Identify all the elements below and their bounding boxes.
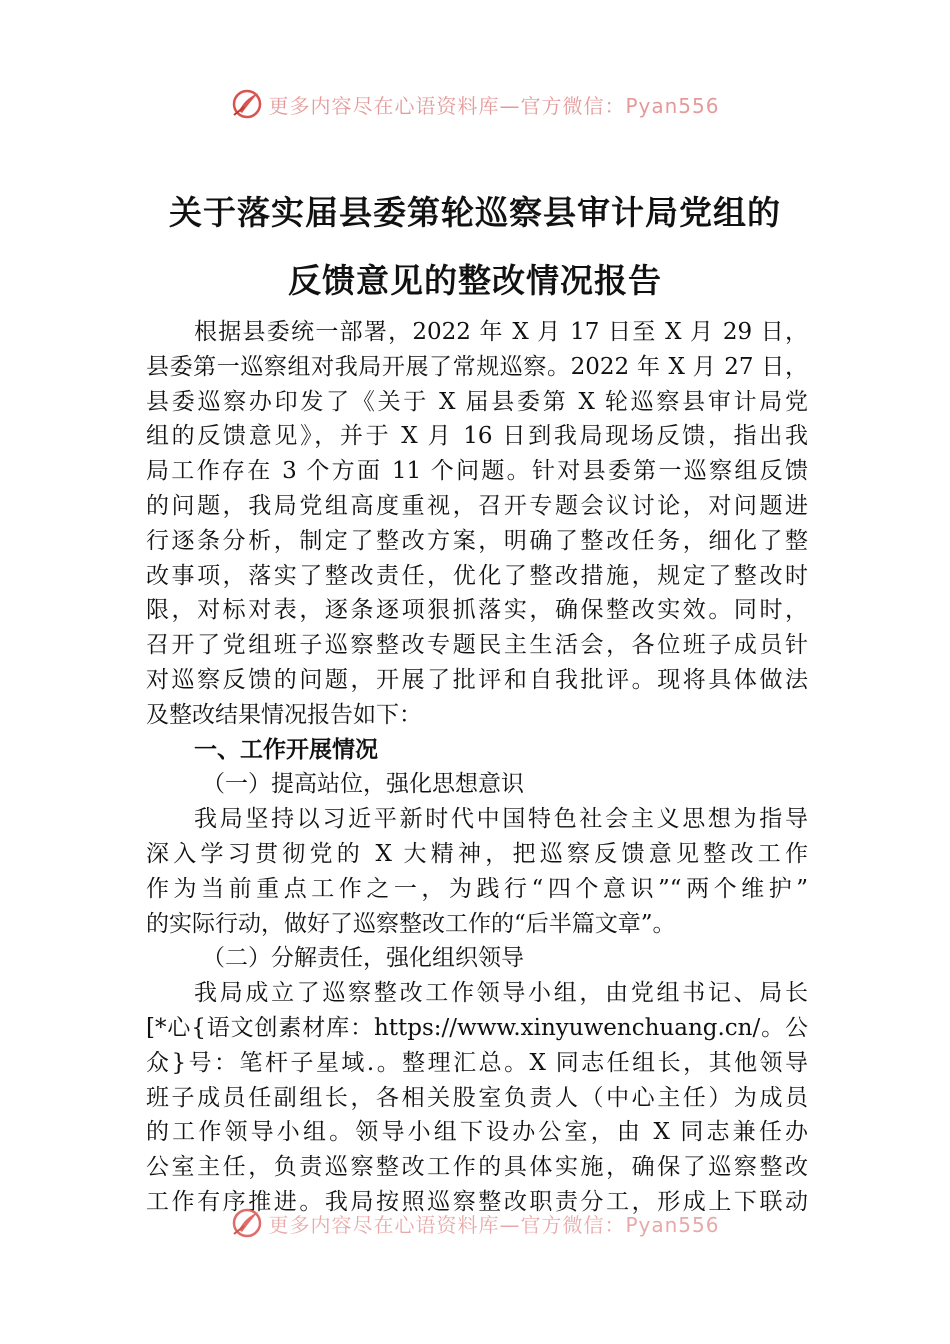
document-title-line-2: 反馈意见的整改情况报告	[288, 261, 662, 300]
text-line: 对巡察反馈的问题，开展了批评和自我批评。现将具体做法	[146, 666, 808, 693]
text-line: 行逐条分析，制定了整改方案，明确了整改任务，细化了整	[146, 527, 808, 554]
text-line: 召开了党组班子巡察整改专题民主生活会，各位班子成员针	[146, 632, 808, 659]
text-line: 局工作存在 3 个方面 11 个问题。针对县委第一巡察组反馈	[146, 458, 808, 485]
text-line: 限，对标对表，逐条逐项狠抓落实，确保整改实效。同时，	[146, 597, 808, 624]
watermark-text: 更多内容尽在心语资料库—官方微信：Pyan556	[268, 93, 720, 118]
text-line: 作为当前重点工作之一，为践行“四个意识”“两个维护”	[146, 875, 808, 902]
subsection-heading: （二）分解责任，强化组织领导	[202, 945, 524, 972]
paragraph-ideology	[146, 802, 808, 941]
subsection-heading: （一）提高站位，强化思想意识	[202, 771, 524, 798]
text-line: 组的反馈意见》，并于 X 月 16 日到我局现场反馈，指出我	[146, 423, 808, 450]
text-line: 我局坚持以习近平新时代中国特色社会主义思想为指导	[194, 806, 808, 833]
text-line: 的问题，我局党组高度重视，召开专题会议讨论，对问题进	[146, 492, 808, 519]
watermark-text: 更多内容尽在心语资料库—官方微信：Pyan556	[268, 1212, 720, 1237]
logo-icon	[230, 87, 264, 121]
text-line: 的工作领导小组。领导小组下设办公室，由 X 同志兼任办	[146, 1119, 808, 1146]
text-line: 县委巡察办印发了《关于 X 届县委第 X 轮巡察县审计局党	[146, 388, 808, 415]
text-line: 根据县委统一部署，2022 年 X 月 17 日至 X 月 29 日，	[194, 319, 808, 345]
text-line: 改事项，落实了整改责任，优化了整改措施，规定了整改时	[146, 562, 808, 589]
text-line: 深入学习贯彻党的 X 大精神，把巡察反馈意见整改工作	[146, 840, 808, 867]
paragraph-organization	[146, 976, 808, 1220]
text-line: 公室主任，负责巡察整改工作的具体实施，确保了巡察整改	[146, 1154, 808, 1181]
watermark-footer	[0, 1203, 950, 1243]
text-line: 县委第一巡察组对我局开展了常规巡察。2022 年 X 月 27 日，	[146, 353, 808, 380]
watermark-header	[0, 84, 950, 124]
document-body	[146, 315, 808, 1220]
text-line: 我局成立了巡察整改工作领导小组，由党组书记、局长	[194, 980, 808, 1007]
text-line: 工作有序推进。我局按照巡察整改职责分工，形成上下联动	[146, 1188, 808, 1215]
logo-icon	[230, 1206, 264, 1240]
text-line: 的实际行动，做好了巡察整改工作的“后半篇文章”。	[146, 910, 676, 937]
text-line: 众}号：笔杆子星域.。整理汇总。X 同志任组长，其他领导	[146, 1049, 808, 1076]
document-title-line-1: 关于落实届县委第轮巡察县审计局党组的	[169, 193, 781, 232]
text-line: 及整改结果情况报告如下：	[146, 701, 422, 728]
section-heading: 一、工作开展情况	[194, 736, 378, 763]
text-line: [*心{语文创素材库：https://www.xinyuwenchuang.cn/。公	[146, 1014, 808, 1041]
paragraph-intro	[146, 315, 808, 733]
text-line: 班子成员任副组长，各相关股室负责人（中心主任）为成员	[146, 1084, 808, 1111]
